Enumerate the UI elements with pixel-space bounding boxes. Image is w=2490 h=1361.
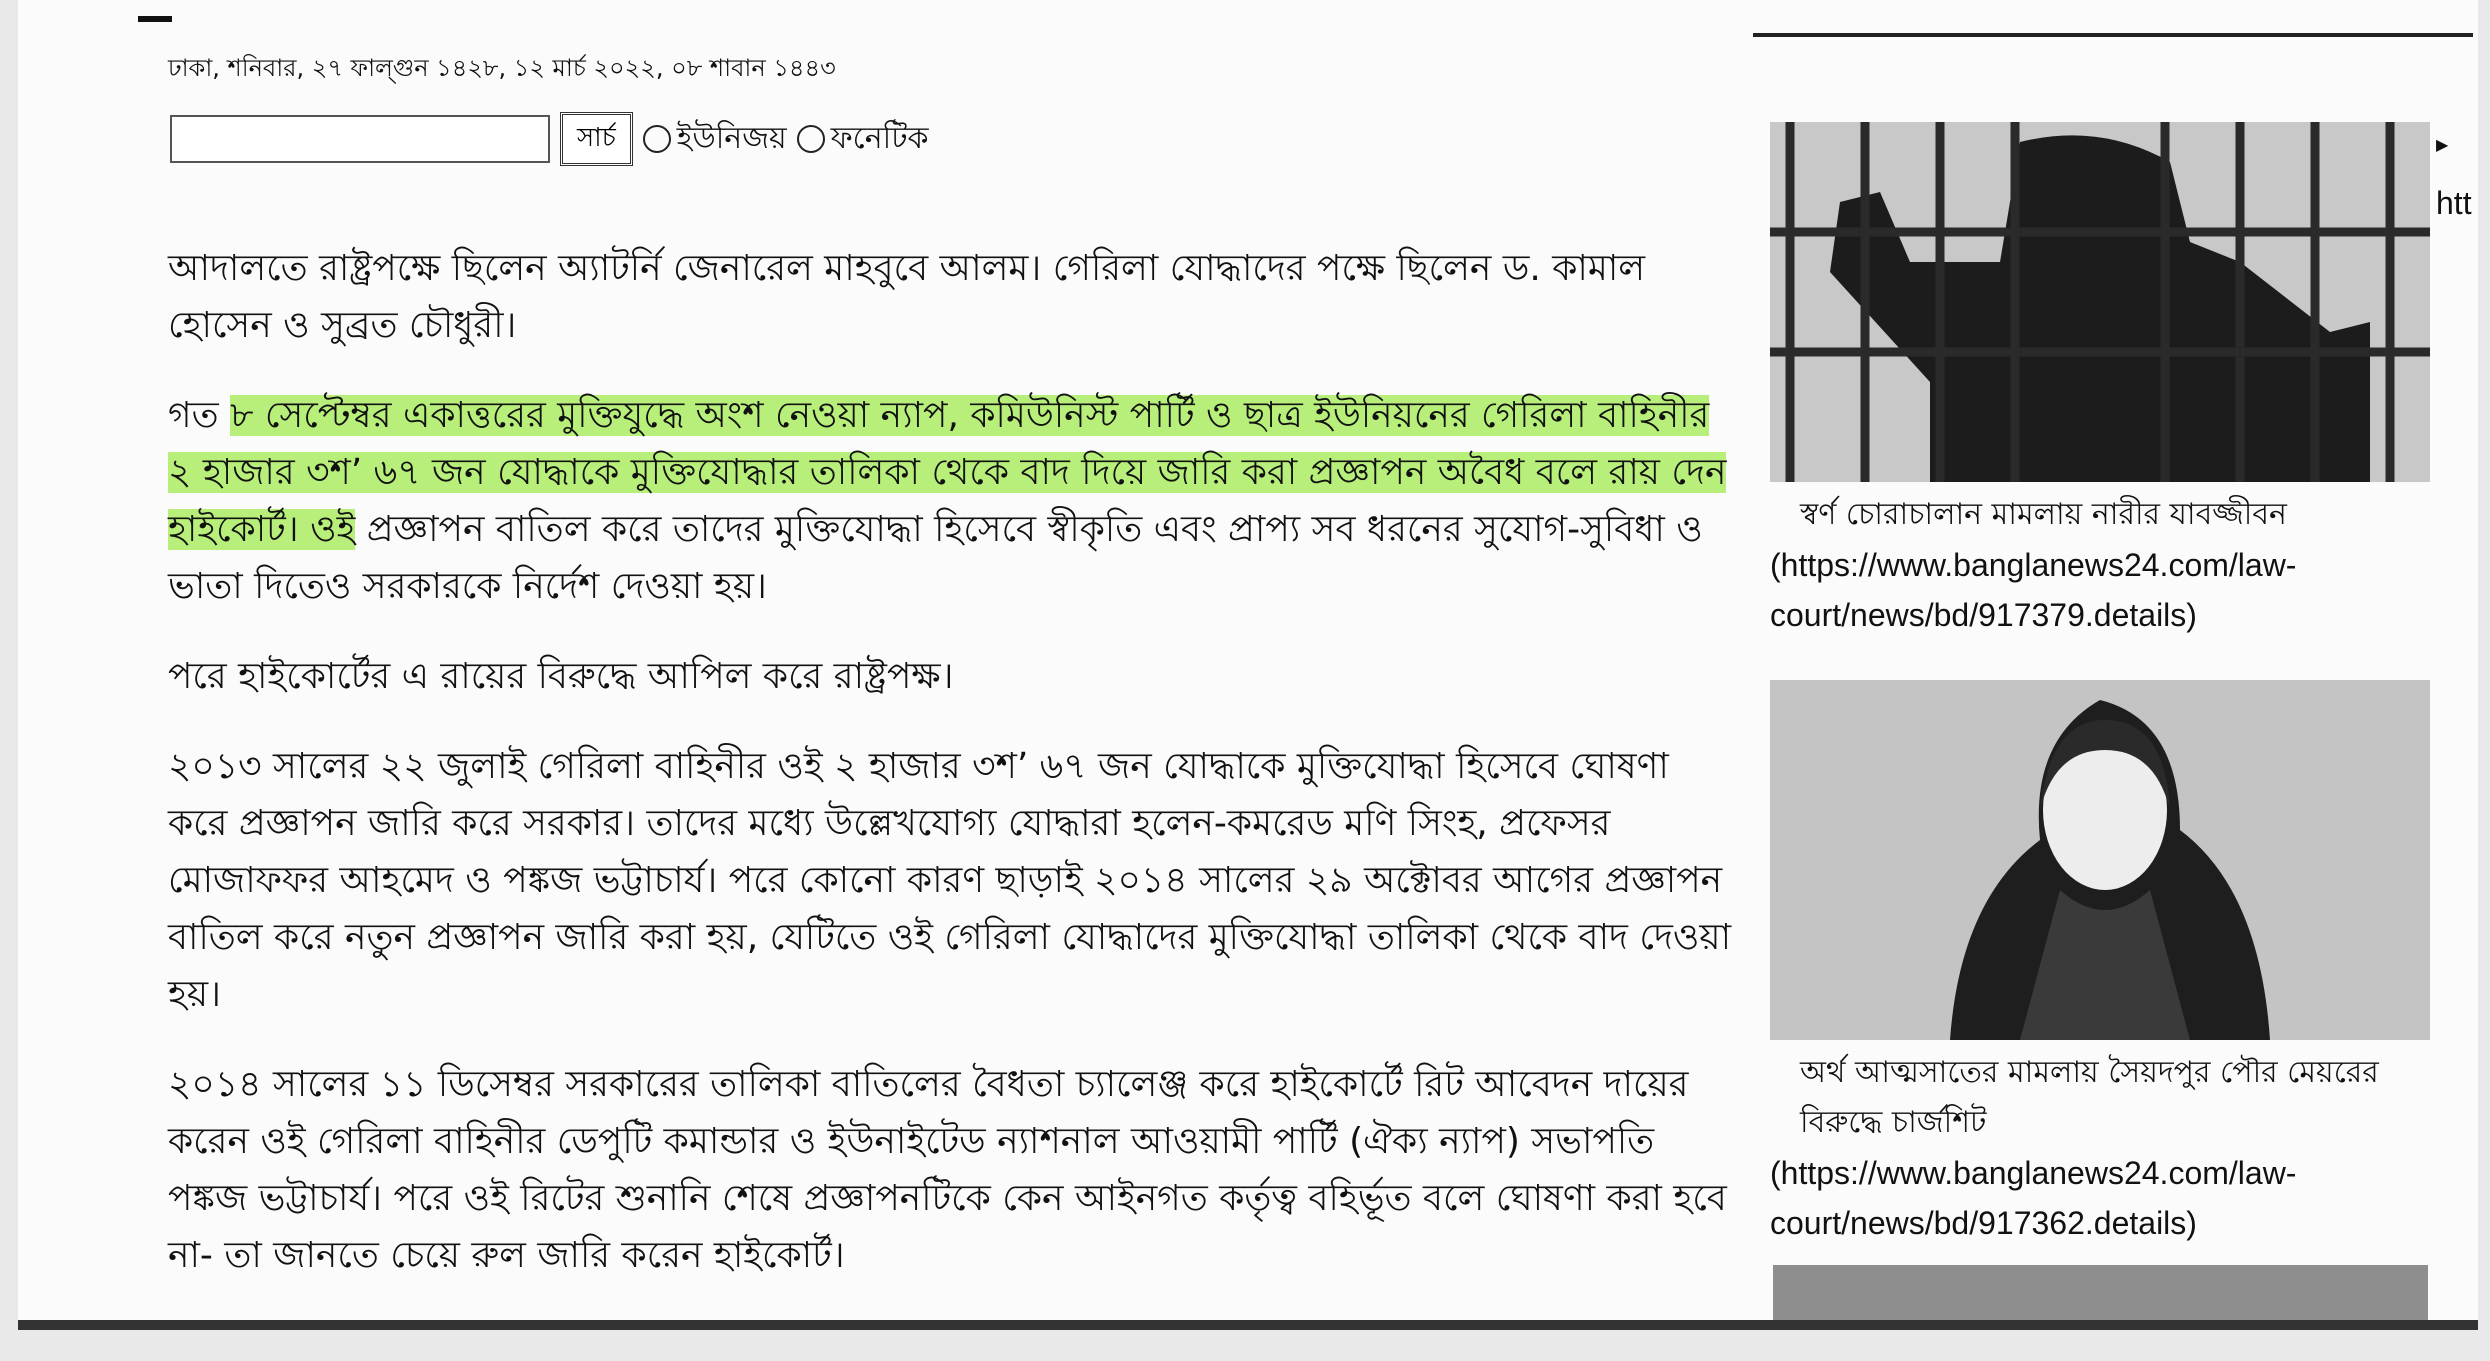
paragraph-5: ২০১৪ সালের ১১ ডিসেম্বর সরকারের তালিকা বাতিলের বৈধতা চ্যালেঞ্জ করে হাইকোর্টে রিট আবেদন দায়ের করেন ওই গেরিলা বাহিনীর ডেপুটি কমান্ডার ও ইউনাইটেড ন্যাশনাল আওয়ামী পার্টি (ঐক্য ন্যাপ) সভাপতি পঙ্কজ ভট্টাচার্য। পরে ওই রিটের শুনানি শেষে প্রজ্ঞাপনটিকে কেন আইনগত কর্তৃত্ব বহির্ভূত বলে ঘোষণা করা হবে না- তা জানতে চেয়ে রুল জারি করেন হাইকোর্ট।	[168, 1064, 1727, 1276]
paragraph-2-pre: গত	[168, 395, 231, 436]
youtube-icon[interactable]: ▶	[2436, 135, 2449, 154]
radio-phonetic[interactable]	[797, 114, 929, 165]
top-dash	[138, 16, 172, 22]
related-news-sidebar	[1770, 122, 2470, 1288]
edge-url-fragment: htt	[2436, 185, 2472, 221]
newspaper-page	[18, 0, 2478, 1320]
radio-label: ফনেটিক	[830, 120, 929, 156]
paragraph-3: পরে হাইকোর্টের এ রায়ের বিরুদ্ধে আপিল করে রাষ্ট্রপক্ষ।	[168, 656, 954, 697]
cropped-photo-strip	[1773, 1265, 2428, 1320]
radio-circle[interactable]	[797, 125, 825, 153]
article-body	[168, 240, 1738, 1317]
paragraph-1: আদালতে রাষ্ট্রপক্ষে ছিলেন অ্যাটর্নি জেনারেল মাহবুবে আলম। গেরিলা যোদ্ধাদের পক্ষে ছিলেন ড. কামাল হোসেন ও সুব্রত চৌধুরী।	[168, 248, 1646, 346]
news-caption[interactable]	[1770, 482, 2470, 540]
paragraph-4: ২০১৩ সালের ২২ জুলাই গেরিলা বাহিনীর ওই ২ হাজার ৩শ’ ৬৭ জন যোদ্ধাকে মুক্তিযোদ্ধা হিসেবে ঘোষণা করে প্রজ্ঞাপন জারি করে সরকার। তাদের মধ্যে উল্লেখযোগ্য যোদ্ধারা হলেন-কমরেড মণি সিংহ, প্রফেসর মোজাফফর আহমেদ ও পঙ্কজ ভট্টাচার্য। পরে কোনো কারণ ছাড়াই ২০১৪ সালের ২৯ অক্টোবর আগের প্রজ্ঞাপন বাতিল করে নতুন প্রজ্ঞাপন জারি করা হয়, যেটিতে ওই গেরিলা যোদ্ধাদের মুক্তিযোদ্ধা তালিকা থেকে বাদ দেওয়া হয়।	[168, 746, 1732, 1015]
paragraph-2	[168, 387, 1738, 615]
related-news-item[interactable]	[1770, 122, 2470, 640]
news-url[interactable]: (https://www.banglanews24.com/law-court/news/bd/917362.details)	[1770, 1155, 2297, 1241]
search-button[interactable]: সার্চ	[560, 112, 633, 166]
radio-label: ইউনিজয়	[676, 120, 787, 156]
news-headline[interactable]: অর্থ আত্মসাতের মামলায় সৈয়দপুর পৌর মেয়রের বিরুদ্ধে চার্জশিট	[1800, 1055, 2379, 1140]
prison-bars-photo[interactable]	[1770, 122, 2430, 482]
radio-unijoy[interactable]	[643, 114, 787, 165]
highlighted-text: ৮ সেপ্টেম্বর একাত্তরের মুক্তিযুদ্ধে অংশ নেওয়া ন্যাপ, কমিউনিস্ট পার্টি ও ছাত্র ইউনিয়নের গেরিলা বাহিনীর ২ হাজার ৩শ’ ৬৭ জন যোদ্ধাকে মুক্তিযোদ্ধার তালিকা থেকে বাদ দিয়ে জারি করা প্রজ্ঞাপন অবৈধ বলে রায় দেন হাইকোর্ট। ওই	[168, 395, 1727, 550]
paragraph-2-post: প্রজ্ঞাপন বাতিল করে তাদের মুক্তিযোদ্ধা হিসেবে স্বীকৃতি এবং প্রাপ্য সব ধরনের সুযোগ-সুবিধা ও ভাতা দিতেও সরকারকে নির্দেশ দেওয়া হয়।	[168, 509, 1703, 607]
top-rule	[1753, 33, 2473, 37]
news-url[interactable]: (https://www.banglanews24.com/law-court/news/bd/917379.details)	[1770, 547, 2297, 633]
date-line: ঢাকা, শনিবার, ২৭ ফাল্গুন ১৪২৮, ১২ মার্চ ২০২২, ০৮ শাবান ১৪৪৩	[168, 54, 836, 82]
related-news-item[interactable]	[1770, 680, 2470, 1248]
search-input[interactable]	[170, 115, 550, 163]
portrait-photo[interactable]	[1770, 680, 2430, 1040]
news-headline[interactable]: স্বর্ণ চোরাচালান মামলায় নারীর যাবজ্জীবন	[1800, 497, 2287, 532]
news-caption[interactable]	[1770, 1040, 2470, 1148]
search-bar	[170, 112, 929, 166]
radio-circle[interactable]	[643, 125, 671, 153]
